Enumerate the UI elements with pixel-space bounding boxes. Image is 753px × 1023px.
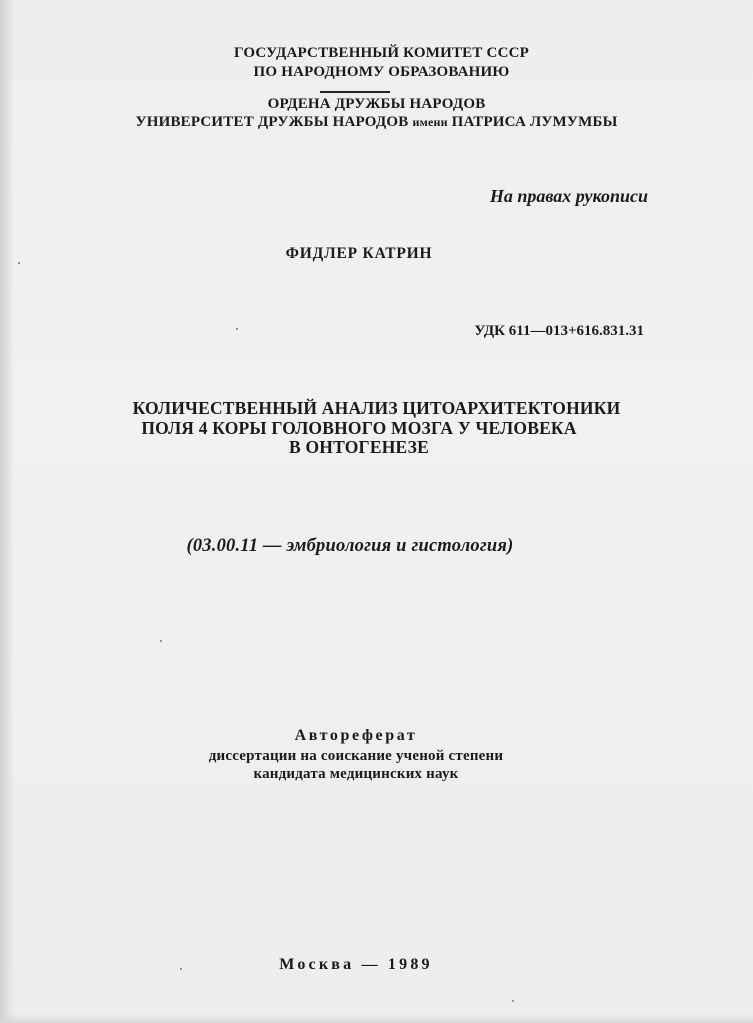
paper-speck — [160, 640, 162, 642]
page-bottom-shadow — [0, 1013, 753, 1023]
committee-line-2: ПО НАРОДНОМУ ОБРАЗОВАНИЮ — [253, 64, 510, 80]
specialty-code: (03.00.11 — эмбриология и гистология) — [186, 536, 514, 556]
document-type-heading: Автореферат — [294, 727, 418, 744]
title-line-2: ПОЛЯ 4 КОРЫ ГОЛОВНОГО МОЗГА У ЧЕЛОВЕКА — [141, 418, 577, 438]
paper-speck — [18, 262, 20, 264]
author-name: ФИДЛЕР КАТРИН — [285, 245, 433, 262]
paper-speck — [512, 1000, 514, 1002]
committee-line-1: ГОСУДАРСТВЕННЫЙ КОМИТЕТ СССР — [234, 45, 529, 61]
paper-speck — [236, 328, 238, 330]
university-namesake: ПАТРИСА ЛУМУМБЫ — [447, 114, 618, 130]
university-name: УНИВЕРСИТЕТ ДРУЖБЫ НАРОДОВ — [135, 114, 413, 130]
udk-code: УДК 611—013+616.831.31 — [474, 323, 644, 339]
document-type-line-2: диссертации на соискание ученой степени — [208, 748, 504, 764]
page-edge-shadow — [0, 0, 14, 1023]
title-line-1: КОЛИЧЕСТВЕННЫЙ АНАЛИЗ ЦИТОАРХИТЕКТОНИКИ — [132, 398, 621, 418]
header-divider — [320, 91, 390, 93]
title-line-3: В ОНТОГЕНЕЗЕ — [289, 437, 429, 457]
paper-speck — [180, 968, 182, 970]
university-line-2 — [0, 114, 753, 131]
city-year: Москва — 1989 — [279, 956, 433, 973]
university-line-1: ОРДЕНА ДРУЖБЫ НАРОДОВ — [267, 96, 486, 112]
rights-note: На правах рукописи — [489, 186, 648, 206]
university-imeni: имени — [412, 115, 448, 129]
document-type-line-3: кандидата медицинских наук — [253, 766, 459, 782]
